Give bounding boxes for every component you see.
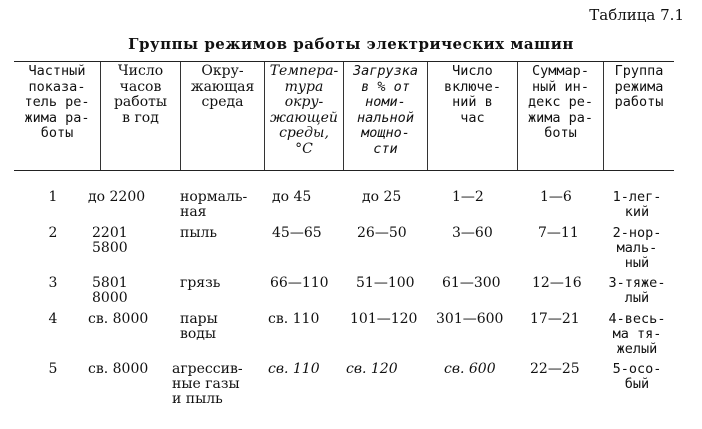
row5-starts: св. 600 (444, 361, 496, 377)
row2-hours: 2201 5800 (92, 225, 128, 256)
header-partial-index: Частный показа- тель ре- жима ра- боты (24, 63, 90, 141)
table-title: Группы режимов работы электрических машин (128, 35, 574, 53)
row4-index: 4 (48, 311, 58, 327)
row4-load: 101—120 (350, 311, 418, 327)
row5-hours: св. 8000 (88, 361, 149, 377)
row1-group: 1-лег- кий (612, 189, 662, 220)
row5-index-sum: 22—25 (530, 361, 580, 377)
row2-index: 2 (48, 225, 58, 241)
header-starts-per-hour: Число включе- ний в час (444, 63, 501, 126)
row4-environment: пары воды (180, 311, 218, 342)
row3-group: 3-тяже- лый (608, 275, 666, 306)
header-environment: Окру- жающая среда (190, 63, 255, 110)
row5-temperature: св. 110 (268, 361, 320, 377)
table-number: Таблица 7.1 (589, 6, 684, 24)
row1-hours: до 2200 (88, 189, 146, 205)
row2-load: 26—50 (357, 225, 407, 241)
row1-index-sum: 1—6 (540, 189, 572, 205)
row4-starts: 301—600 (436, 311, 504, 327)
row3-starts: 61—300 (442, 275, 501, 291)
row3-index-sum: 12—16 (532, 275, 582, 291)
row3-index: 3 (48, 275, 58, 291)
row1-environment: нормаль- ная (180, 189, 248, 220)
header-hours-per-year: Число часов работы в год (113, 63, 168, 126)
row5-load: св. 120 (346, 361, 398, 377)
header-bottom-rule (14, 170, 674, 171)
row3-temperature: 66—110 (270, 275, 329, 291)
row5-index: 5 (48, 361, 58, 377)
row1-index: 1 (48, 189, 58, 205)
row2-starts: 3—60 (452, 225, 493, 241)
header-temperature: Темпера- тура окру- жающей среды, °С (269, 63, 339, 157)
row2-temperature: 45—65 (272, 225, 322, 241)
row5-group: 5-осо- бый (612, 361, 662, 392)
header-mode-index: Суммар- ный ин- декс ре- жима ра- боты (527, 63, 594, 141)
row4-group: 4-весь- ма тя- желый (608, 311, 666, 357)
row2-group: 2-нор- маль- ный (612, 225, 662, 271)
header-load-percent: Загрузка в % от номи- нальной мощно- сти (352, 63, 419, 157)
row3-environment: грязь (180, 275, 221, 291)
row3-hours: 5801 8000 (92, 275, 128, 306)
row1-starts: 1—2 (452, 189, 484, 205)
row3-load: 51—100 (356, 275, 415, 291)
row4-hours: св. 8000 (88, 311, 149, 327)
row5-environment: агрессив- ные газы и пыль (172, 361, 243, 407)
header-mode-group: Группа режима работы (614, 63, 664, 110)
row4-index-sum: 17—21 (530, 311, 580, 327)
row1-load: до 25 (362, 189, 402, 205)
row2-environment: пыль (180, 225, 217, 241)
row2-index-sum: 7—11 (538, 225, 579, 241)
header-top-rule (14, 61, 674, 62)
row4-temperature: св. 110 (268, 311, 320, 327)
row1-temperature: до 45 (272, 189, 312, 205)
